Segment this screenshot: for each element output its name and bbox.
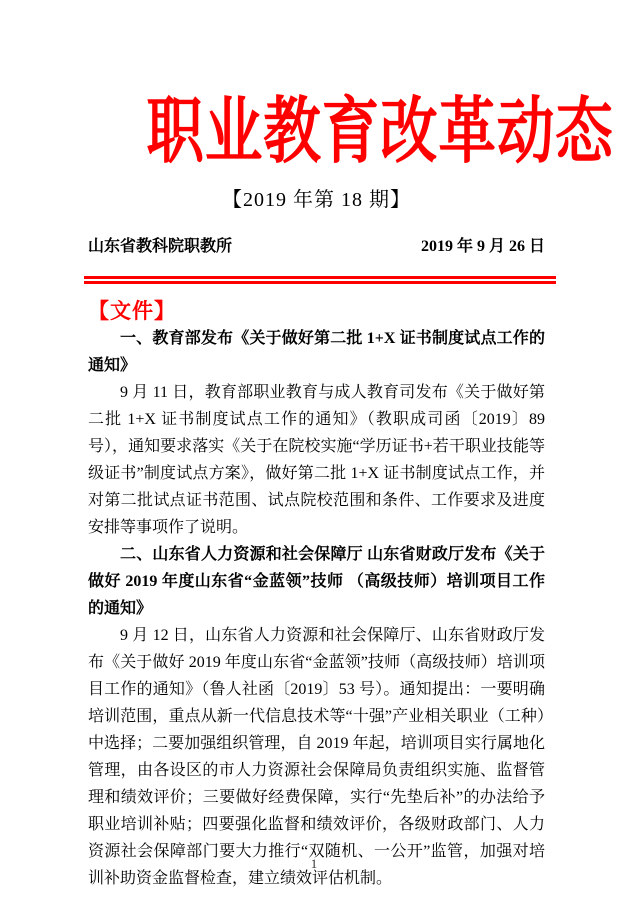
issue-label: 【2019 年第 18 期】 <box>222 189 411 211</box>
page-title <box>88 92 614 172</box>
article-1-body: 9 月 11 日，教育部职业教育与成人教育司发布《关于做好第二批 1+X 证书制度试点工作的通知》（教职成司函〔2019〕89 号），通知要求落实《关于在院校实施“学历证书+若干职业技能等级证书”制度试点方案》，做好第二批 1+X 证书制度试点工作，并对第二批试点证书范围、试点院校范围和条件、工作要求及进度安排等事项作了说明。 <box>88 384 545 536</box>
page-number: 1 <box>310 856 318 871</box>
publish-date: 2019 年 9 月 26 日 <box>420 238 545 255</box>
article-item-2 <box>88 541 545 892</box>
bulletin-title-text: 职业教育改革动态 <box>146 92 614 172</box>
article-2-heading: 二、山东省人力资源和社会保障厅 山东省财政厅发布《关于做好 2019 年度山东省“金蓝领”技师 （高级技师）培训项目工作的通知》 <box>88 546 545 617</box>
section-header-documents: 【文件】 <box>88 300 176 323</box>
article-item-1 <box>88 325 545 541</box>
article-2-body: 9 月 12 日，山东省人力资源和社会保障厅、山东省财政厅发布《关于做好 2019 年度山东省“金蓝领”技师（高级技师）培训项目工作的通知》（鲁人社函〔2019〕53 号）。通知提出：一要明确培训范围，重点从新一代信息技术等“十强”产业相关职业（工种）中选择；二要加强组织管理，自 2019 年起，培训项目实行属地化管理，由各设区的市人力资源社会保障局负责组织实施、监督管理和绩效评价；三要做好经费保障，实行“先垫后补”的办法给予职业培训补贴；四要强化监督和绩效评价，各级财政部门、人力资源社会保障部门要大力推行“双随机、一公开”监管，加强对培训补助资金监督检查，建立绩效评估机制。 <box>88 627 545 887</box>
article-1-heading: 一、教育部发布《关于做好第二批 1+X 证书制度试点工作的通知》 <box>88 330 545 374</box>
publisher-row <box>88 236 545 258</box>
red-double-rule <box>84 276 556 284</box>
publisher-name: 山东省教科院职教所 <box>88 238 233 255</box>
